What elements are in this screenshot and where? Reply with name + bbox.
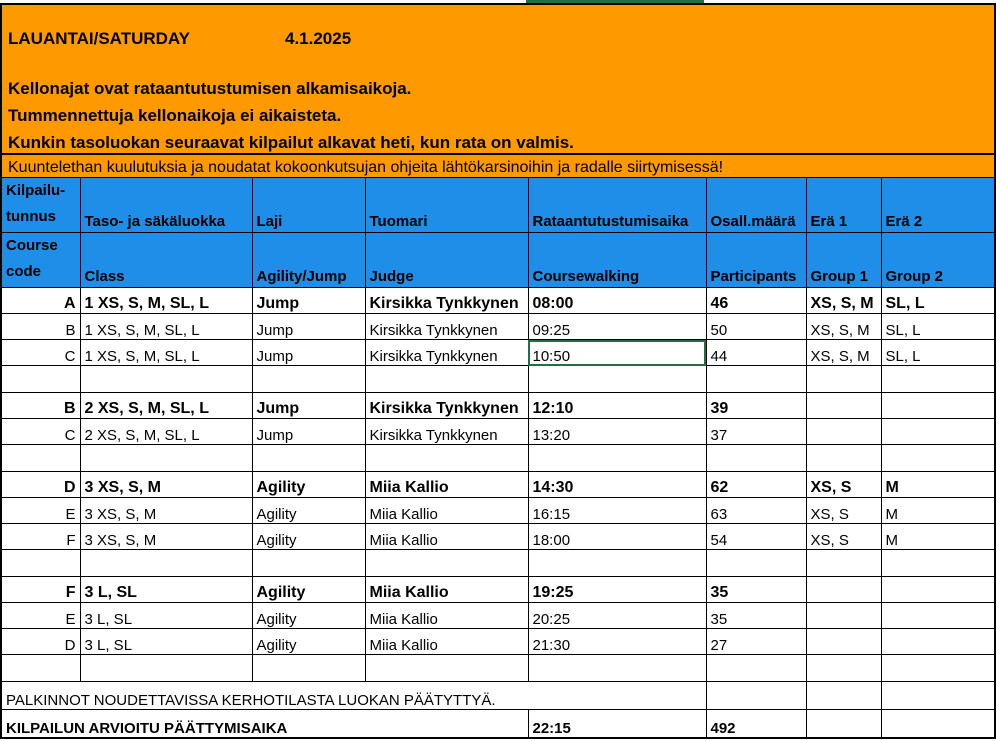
cell-group1[interactable]: [806, 445, 881, 472]
cell-group2[interactable]: [881, 366, 995, 393]
note-1: Kellonajat ovat rataantutustumisen alkamisaikoja.: [8, 79, 412, 98]
cell-participants[interactable]: 35: [706, 603, 806, 629]
schedule-table: [0, 177, 996, 739]
info-banner[interactable]: [0, 3, 996, 177]
header-row-en: [1, 233, 995, 288]
cell-type[interactable]: Jump: [252, 340, 365, 366]
cell-judge[interactable]: Kirsikka Tynkkynen: [365, 419, 528, 445]
cell-judge[interactable]: Kirsikka Tynkkynen: [365, 340, 528, 366]
cell-code[interactable]: [1, 366, 80, 393]
cell-code[interactable]: C: [1, 419, 80, 445]
cell-group2[interactable]: M: [881, 472, 995, 498]
header-cell[interactable]: Rataantutustumisaika: [528, 178, 706, 233]
cell-code[interactable]: E: [1, 498, 80, 524]
cell-time[interactable]: 10:50: [528, 340, 706, 366]
blank-row: [1, 445, 995, 472]
cell-type[interactable]: Agility: [252, 629, 365, 655]
cell-group2[interactable]: [881, 445, 995, 472]
cell-group1[interactable]: [806, 577, 881, 603]
cell-group1[interactable]: [806, 550, 881, 577]
header-cell[interactable]: Osall.määrä: [706, 178, 806, 233]
cell-participants[interactable]: 39: [706, 393, 806, 419]
cell-judge[interactable]: [365, 366, 528, 393]
cell-judge[interactable]: Kirsikka Tynkkynen: [365, 314, 528, 340]
cell-group2[interactable]: SL, L: [881, 340, 995, 366]
cell-type[interactable]: [252, 445, 365, 472]
end-row: [1, 710, 995, 738]
header-cell[interactable]: Kilpailu- tunnus: [1, 178, 80, 233]
header-cell[interactable]: Agility/Jump: [252, 233, 365, 288]
cell-participants[interactable]: 27: [706, 629, 806, 655]
header-cell[interactable]: Class: [80, 233, 252, 288]
blank-row: [1, 655, 995, 682]
end-time[interactable]: 22:15: [528, 710, 706, 738]
cell-time[interactable]: 14:30: [528, 472, 706, 498]
cell-group1[interactable]: [806, 682, 881, 710]
cell-judge[interactable]: Miia Kallio: [365, 629, 528, 655]
cell-class[interactable]: 3 XS, S, M: [80, 498, 252, 524]
cell-judge[interactable]: Miia Kallio: [365, 498, 528, 524]
cell-group2[interactable]: SL, L: [881, 288, 995, 314]
cell-type[interactable]: [252, 550, 365, 577]
cell-participants[interactable]: 35: [706, 577, 806, 603]
header-cell[interactable]: Laji: [252, 178, 365, 233]
cell-group1[interactable]: [806, 393, 881, 419]
cell-time[interactable]: [528, 550, 706, 577]
cell-type[interactable]: Jump: [252, 419, 365, 445]
cell-type[interactable]: Agility: [252, 577, 365, 603]
cell-time[interactable]: 18:00: [528, 524, 706, 550]
cell-group2[interactable]: [881, 710, 995, 738]
header-cell[interactable]: Coursewalking: [528, 233, 706, 288]
table-row: [1, 603, 995, 629]
cell-time[interactable]: 09:25: [528, 314, 706, 340]
header-cell[interactable]: Erä 2: [881, 178, 995, 233]
cell-code[interactable]: B: [1, 314, 80, 340]
cell-type[interactable]: Agility: [252, 498, 365, 524]
cell-participants[interactable]: 46: [706, 288, 806, 314]
cell-class[interactable]: [80, 366, 252, 393]
cell-type[interactable]: Agility: [252, 472, 365, 498]
cell-time[interactable]: [528, 445, 706, 472]
cell-judge[interactable]: Kirsikka Tynkkynen: [365, 288, 528, 314]
cell-group2[interactable]: [881, 550, 995, 577]
cell-group1[interactable]: XS, S: [806, 472, 881, 498]
cell-time[interactable]: 19:25: [528, 577, 706, 603]
prizes-row: [1, 682, 995, 710]
cell-judge[interactable]: Miia Kallio: [365, 603, 528, 629]
cell-class[interactable]: 3 L, SL: [80, 629, 252, 655]
cell-group1[interactable]: [806, 629, 881, 655]
cell-time[interactable]: 16:15: [528, 498, 706, 524]
header-cell[interactable]: Group 2: [881, 233, 995, 288]
cell-group1[interactable]: XS, S: [806, 524, 881, 550]
cell-group1[interactable]: [806, 710, 881, 738]
cell-group1[interactable]: [806, 655, 881, 682]
cell-participants[interactable]: 44: [706, 340, 806, 366]
cell-group2[interactable]: [881, 629, 995, 655]
blank-row: [1, 366, 995, 393]
cell-class[interactable]: 1 XS, S, M, SL, L: [80, 288, 252, 314]
header-cell[interactable]: Judge: [365, 233, 528, 288]
cell-group1[interactable]: [806, 419, 881, 445]
table-row: [1, 314, 995, 340]
table-row: [1, 393, 995, 419]
cell-group1[interactable]: XS, S, M: [806, 314, 881, 340]
note-4: Kuuntelethan kuulutuksia ja noudatat kokoonkutsujan ohjeita lähtökarsinoihin ja radalle siirtymisessä!: [8, 159, 724, 176]
header-row-fi: [1, 178, 995, 233]
cell-class[interactable]: 2 XS, S, M, SL, L: [80, 419, 252, 445]
cell-time[interactable]: 08:00: [528, 288, 706, 314]
cell-code[interactable]: C: [1, 340, 80, 366]
day-title: LAUANTAI/SATURDAY: [8, 29, 190, 48]
cell-group2[interactable]: M: [881, 498, 995, 524]
cell-group1[interactable]: [806, 366, 881, 393]
cell-code[interactable]: D: [1, 472, 80, 498]
table-row: [1, 472, 995, 498]
cell-class[interactable]: 3 L, SL: [80, 603, 252, 629]
header-cell[interactable]: Participants: [706, 233, 806, 288]
cell-group1[interactable]: [806, 603, 881, 629]
cell-type[interactable]: [252, 366, 365, 393]
cell-group2[interactable]: M: [881, 524, 995, 550]
cell-group1[interactable]: XS, S: [806, 498, 881, 524]
event-date: 4.1.2025: [285, 29, 352, 48]
cell-participants[interactable]: [706, 682, 806, 710]
header-cell[interactable]: Erä 1: [806, 178, 881, 233]
cell-code[interactable]: [1, 655, 80, 682]
cell-type[interactable]: Jump: [252, 393, 365, 419]
cell-participants[interactable]: 50: [706, 314, 806, 340]
table-row: [1, 419, 995, 445]
cell-class[interactable]: [80, 655, 252, 682]
cell-class[interactable]: [80, 550, 252, 577]
cell-class[interactable]: 3 XS, S, M: [80, 524, 252, 550]
cell-participants[interactable]: 63: [706, 498, 806, 524]
table-row: [1, 629, 995, 655]
cell-class[interactable]: [80, 445, 252, 472]
cell-code[interactable]: A: [1, 288, 80, 314]
cell-participants[interactable]: [706, 550, 806, 577]
table-row: [1, 340, 995, 366]
cell-judge[interactable]: [365, 655, 528, 682]
cell-group2[interactable]: [881, 419, 995, 445]
cell-group2[interactable]: [881, 603, 995, 629]
table-row: [1, 288, 995, 314]
cell-time[interactable]: [528, 366, 706, 393]
cell-class[interactable]: 1 XS, S, M, SL, L: [80, 314, 252, 340]
cell-group2[interactable]: [881, 393, 995, 419]
cell-type[interactable]: Jump: [252, 288, 365, 314]
header-cell[interactable]: Taso- ja säkäluokka: [80, 178, 252, 233]
cell-code[interactable]: [1, 550, 80, 577]
cell-code[interactable]: E: [1, 603, 80, 629]
cell-group2[interactable]: [881, 577, 995, 603]
cell-code[interactable]: F: [1, 524, 80, 550]
cell-time[interactable]: [528, 655, 706, 682]
banner-divider: [2, 153, 994, 155]
cell-judge[interactable]: [365, 550, 528, 577]
cell-judge[interactable]: Miia Kallio: [365, 524, 528, 550]
cell-time[interactable]: 13:20: [528, 419, 706, 445]
cell-participants[interactable]: [706, 366, 806, 393]
cell-participants[interactable]: [706, 655, 806, 682]
cell-participants[interactable]: 62: [706, 472, 806, 498]
cell-judge[interactable]: Kirsikka Tynkkynen: [365, 393, 528, 419]
header-cell[interactable]: Group 1: [806, 233, 881, 288]
cell-group2[interactable]: [881, 655, 995, 682]
cell-group2[interactable]: [881, 682, 995, 710]
table-row: [1, 498, 995, 524]
cell-class[interactable]: 3 L, SL: [80, 577, 252, 603]
cell-class[interactable]: 3 XS, S, M: [80, 472, 252, 498]
total-participants[interactable]: 492: [706, 710, 806, 738]
cell-type[interactable]: Agility: [252, 603, 365, 629]
cell-code[interactable]: D: [1, 629, 80, 655]
cell-group1[interactable]: XS, S, M: [806, 340, 881, 366]
cell-class[interactable]: 2 XS, S, M, SL, L: [80, 393, 252, 419]
cell-group1[interactable]: XS, S, M: [806, 288, 881, 314]
cell-group2[interactable]: SL, L: [881, 314, 995, 340]
cell-type[interactable]: Jump: [252, 314, 365, 340]
note-2: Tummennettuja kellonaikoja ei aikaisteta.: [8, 106, 342, 125]
note-3: Kunkin tasoluokan seuraavat kilpailut alkavat heti, kun rata on valmis.: [8, 133, 574, 152]
table-row: [1, 524, 995, 550]
header-cell[interactable]: Course code: [1, 233, 80, 288]
prizes-note[interactable]: PALKINNOT NOUDETTAVISSA KERHOTILASTA LUOKAN PÄÄTYTTYÄ.: [1, 682, 706, 710]
cell-judge[interactable]: Miia Kallio: [365, 472, 528, 498]
cell-time[interactable]: 20:25: [528, 603, 706, 629]
cell-code[interactable]: B: [1, 393, 80, 419]
cell-time[interactable]: 12:10: [528, 393, 706, 419]
cell-class[interactable]: 1 XS, S, M, SL, L: [80, 340, 252, 366]
table-row: [1, 577, 995, 603]
cell-type[interactable]: [252, 655, 365, 682]
end-label[interactable]: KILPAILUN ARVIOITU PÄÄTTYMISAIKA: [1, 710, 528, 738]
cell-participants[interactable]: [706, 445, 806, 472]
cell-judge[interactable]: [365, 445, 528, 472]
blank-row: [1, 550, 995, 577]
cell-participants[interactable]: 54: [706, 524, 806, 550]
cell-participants[interactable]: 37: [706, 419, 806, 445]
cell-time[interactable]: 21:30: [528, 629, 706, 655]
cell-type[interactable]: Agility: [252, 524, 365, 550]
header-cell[interactable]: Tuomari: [365, 178, 528, 233]
cell-code[interactable]: [1, 445, 80, 472]
cell-code[interactable]: F: [1, 577, 80, 603]
cell-judge[interactable]: Miia Kallio: [365, 577, 528, 603]
